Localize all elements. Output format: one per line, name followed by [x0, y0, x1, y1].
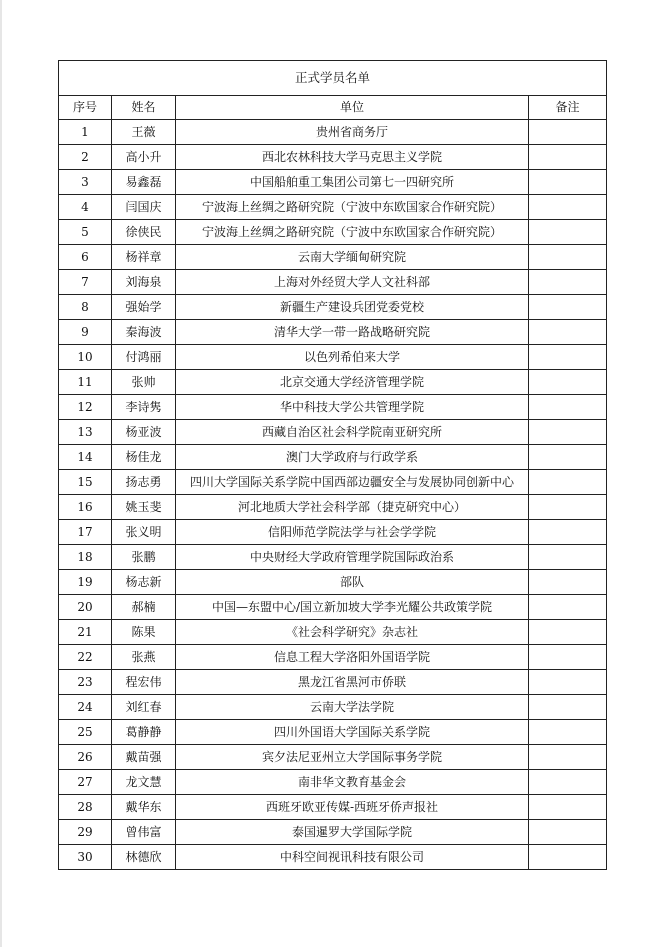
row-name: 扬志勇	[112, 470, 176, 495]
table-row	[59, 745, 607, 770]
row-note	[529, 720, 607, 745]
header-no: 序号	[59, 96, 112, 120]
row-unit: 泰国暹罗大学国际学院	[176, 820, 529, 845]
header-row	[59, 96, 607, 120]
row-number: 9	[59, 320, 112, 345]
row-unit: 南非华文教育基金会	[176, 770, 529, 795]
header-unit: 单位	[176, 96, 529, 120]
row-number: 1	[59, 120, 112, 145]
header-name: 姓名	[112, 96, 176, 120]
row-note	[529, 845, 607, 870]
table-row	[59, 170, 607, 195]
table-row	[59, 195, 607, 220]
row-name: 徐侠民	[112, 220, 176, 245]
row-name: 刘海泉	[112, 270, 176, 295]
row-name: 李诗隽	[112, 395, 176, 420]
row-name: 易鑫磊	[112, 170, 176, 195]
row-unit: 以色列希伯来大学	[176, 345, 529, 370]
page-edge	[0, 0, 2, 947]
row-number: 17	[59, 520, 112, 545]
row-number: 4	[59, 195, 112, 220]
table-row	[59, 245, 607, 270]
row-name: 张帅	[112, 370, 176, 395]
table-row	[59, 470, 607, 495]
row-number: 8	[59, 295, 112, 320]
row-name: 林德欣	[112, 845, 176, 870]
row-note	[529, 820, 607, 845]
row-name: 杨亚波	[112, 420, 176, 445]
row-number: 16	[59, 495, 112, 520]
table-row	[59, 445, 607, 470]
row-note	[529, 595, 607, 620]
row-name: 王薇	[112, 120, 176, 145]
row-unit: 黑龙江省黑河市侨联	[176, 670, 529, 695]
table-row	[59, 620, 607, 645]
row-number: 5	[59, 220, 112, 245]
row-note	[529, 395, 607, 420]
row-note	[529, 295, 607, 320]
row-unit: 云南大学法学院	[176, 695, 529, 720]
table-row	[59, 320, 607, 345]
row-name: 高小升	[112, 145, 176, 170]
row-note	[529, 120, 607, 145]
row-note	[529, 770, 607, 795]
row-note	[529, 470, 607, 495]
row-unit: 中央财经大学政府管理学院国际政治系	[176, 545, 529, 570]
row-unit: 信息工程大学洛阳外国语学院	[176, 645, 529, 670]
row-unit: 清华大学一带一路战略研究院	[176, 320, 529, 345]
row-note	[529, 245, 607, 270]
row-name: 杨志新	[112, 570, 176, 595]
row-note	[529, 620, 607, 645]
row-note	[529, 445, 607, 470]
row-number: 18	[59, 545, 112, 570]
row-number: 14	[59, 445, 112, 470]
table-row	[59, 695, 607, 720]
table-row	[59, 595, 607, 620]
row-note	[529, 345, 607, 370]
table-row	[59, 795, 607, 820]
row-unit: 华中科技大学公共管理学院	[176, 395, 529, 420]
row-number: 7	[59, 270, 112, 295]
row-note	[529, 320, 607, 345]
row-note	[529, 670, 607, 695]
row-unit: 贵州省商务厅	[176, 120, 529, 145]
table-row	[59, 720, 607, 745]
row-unit: 宾夕法尼亚州立大学国际事务学院	[176, 745, 529, 770]
row-number: 28	[59, 795, 112, 820]
row-unit: 宁波海上丝绸之路研究院（宁波中东欧国家合作研究院）	[176, 220, 529, 245]
row-unit: 澳门大学政府与行政学系	[176, 445, 529, 470]
row-name: 郝楠	[112, 595, 176, 620]
row-number: 22	[59, 645, 112, 670]
row-name: 戴华东	[112, 795, 176, 820]
row-number: 21	[59, 620, 112, 645]
row-unit: 宁波海上丝绸之路研究院（宁波中东欧国家合作研究院）	[176, 195, 529, 220]
table-row	[59, 395, 607, 420]
row-unit: 河北地质大学社会科学部（捷克研究中心）	[176, 495, 529, 520]
table-row	[59, 845, 607, 870]
row-unit: 北京交通大学经济管理学院	[176, 370, 529, 395]
row-note	[529, 145, 607, 170]
row-note	[529, 270, 607, 295]
table-row	[59, 270, 607, 295]
row-name: 付鸿丽	[112, 345, 176, 370]
row-unit: 《社会科学研究》杂志社	[176, 620, 529, 645]
row-name: 杨祥章	[112, 245, 176, 270]
table-row	[59, 295, 607, 320]
row-name: 曾伟富	[112, 820, 176, 845]
row-name: 姚玉斐	[112, 495, 176, 520]
row-unit: 信阳师范学院法学与社会学学院	[176, 520, 529, 545]
row-number: 10	[59, 345, 112, 370]
row-note	[529, 645, 607, 670]
row-number: 11	[59, 370, 112, 395]
row-name: 葛静静	[112, 720, 176, 745]
row-name: 程宏伟	[112, 670, 176, 695]
row-name: 戴苗强	[112, 745, 176, 770]
row-number: 24	[59, 695, 112, 720]
row-name: 张义明	[112, 520, 176, 545]
table-row	[59, 820, 607, 845]
table-row	[59, 545, 607, 570]
table-row	[59, 570, 607, 595]
table-row	[59, 495, 607, 520]
row-name: 闫国庆	[112, 195, 176, 220]
row-note	[529, 195, 607, 220]
row-unit: 上海对外经贸大学人文社科部	[176, 270, 529, 295]
row-unit: 中国船舶重工集团公司第七一四研究所	[176, 170, 529, 195]
row-unit: 四川大学国际关系学院中国西部边疆安全与发展协同创新中心	[176, 470, 529, 495]
row-note	[529, 695, 607, 720]
row-note	[529, 420, 607, 445]
row-name: 张燕	[112, 645, 176, 670]
row-number: 26	[59, 745, 112, 770]
row-name: 张鹏	[112, 545, 176, 570]
table-title: 正式学员名单	[59, 61, 607, 96]
row-unit: 西班牙欧亚传媒-西班牙侨声报社	[176, 795, 529, 820]
row-note	[529, 170, 607, 195]
table-row	[59, 370, 607, 395]
table-row	[59, 420, 607, 445]
row-unit: 西藏自治区社会科学院南亚研究所	[176, 420, 529, 445]
row-number: 15	[59, 470, 112, 495]
table-row	[59, 670, 607, 695]
row-number: 29	[59, 820, 112, 845]
table-row	[59, 220, 607, 245]
student-roster-table	[58, 60, 607, 870]
table-row	[59, 120, 607, 145]
table-row	[59, 345, 607, 370]
row-note	[529, 370, 607, 395]
row-number: 30	[59, 845, 112, 870]
header-note: 备注	[529, 96, 607, 120]
row-unit: 云南大学缅甸研究院	[176, 245, 529, 270]
row-note	[529, 220, 607, 245]
row-number: 20	[59, 595, 112, 620]
row-unit: 新疆生产建设兵团党委党校	[176, 295, 529, 320]
row-unit: 中科空间视讯科技有限公司	[176, 845, 529, 870]
row-unit: 中国—东盟中心/国立新加坡大学李光耀公共政策学院	[176, 595, 529, 620]
table-row	[59, 520, 607, 545]
row-note	[529, 545, 607, 570]
row-name: 杨佳龙	[112, 445, 176, 470]
row-number: 25	[59, 720, 112, 745]
row-number: 23	[59, 670, 112, 695]
row-name: 强始学	[112, 295, 176, 320]
row-note	[529, 745, 607, 770]
title-row	[59, 61, 607, 96]
row-note	[529, 520, 607, 545]
table-row	[59, 645, 607, 670]
row-number: 19	[59, 570, 112, 595]
row-unit: 西北农林科技大学马克思主义学院	[176, 145, 529, 170]
table-row	[59, 770, 607, 795]
row-name: 陈果	[112, 620, 176, 645]
row-name: 龙文慧	[112, 770, 176, 795]
row-number: 12	[59, 395, 112, 420]
row-number: 2	[59, 145, 112, 170]
table-row	[59, 145, 607, 170]
row-number: 27	[59, 770, 112, 795]
row-unit: 部队	[176, 570, 529, 595]
row-name: 秦海波	[112, 320, 176, 345]
row-name: 刘红春	[112, 695, 176, 720]
row-note	[529, 570, 607, 595]
row-unit: 四川外国语大学国际关系学院	[176, 720, 529, 745]
row-number: 6	[59, 245, 112, 270]
row-number: 3	[59, 170, 112, 195]
row-note	[529, 495, 607, 520]
row-note	[529, 795, 607, 820]
row-number: 13	[59, 420, 112, 445]
